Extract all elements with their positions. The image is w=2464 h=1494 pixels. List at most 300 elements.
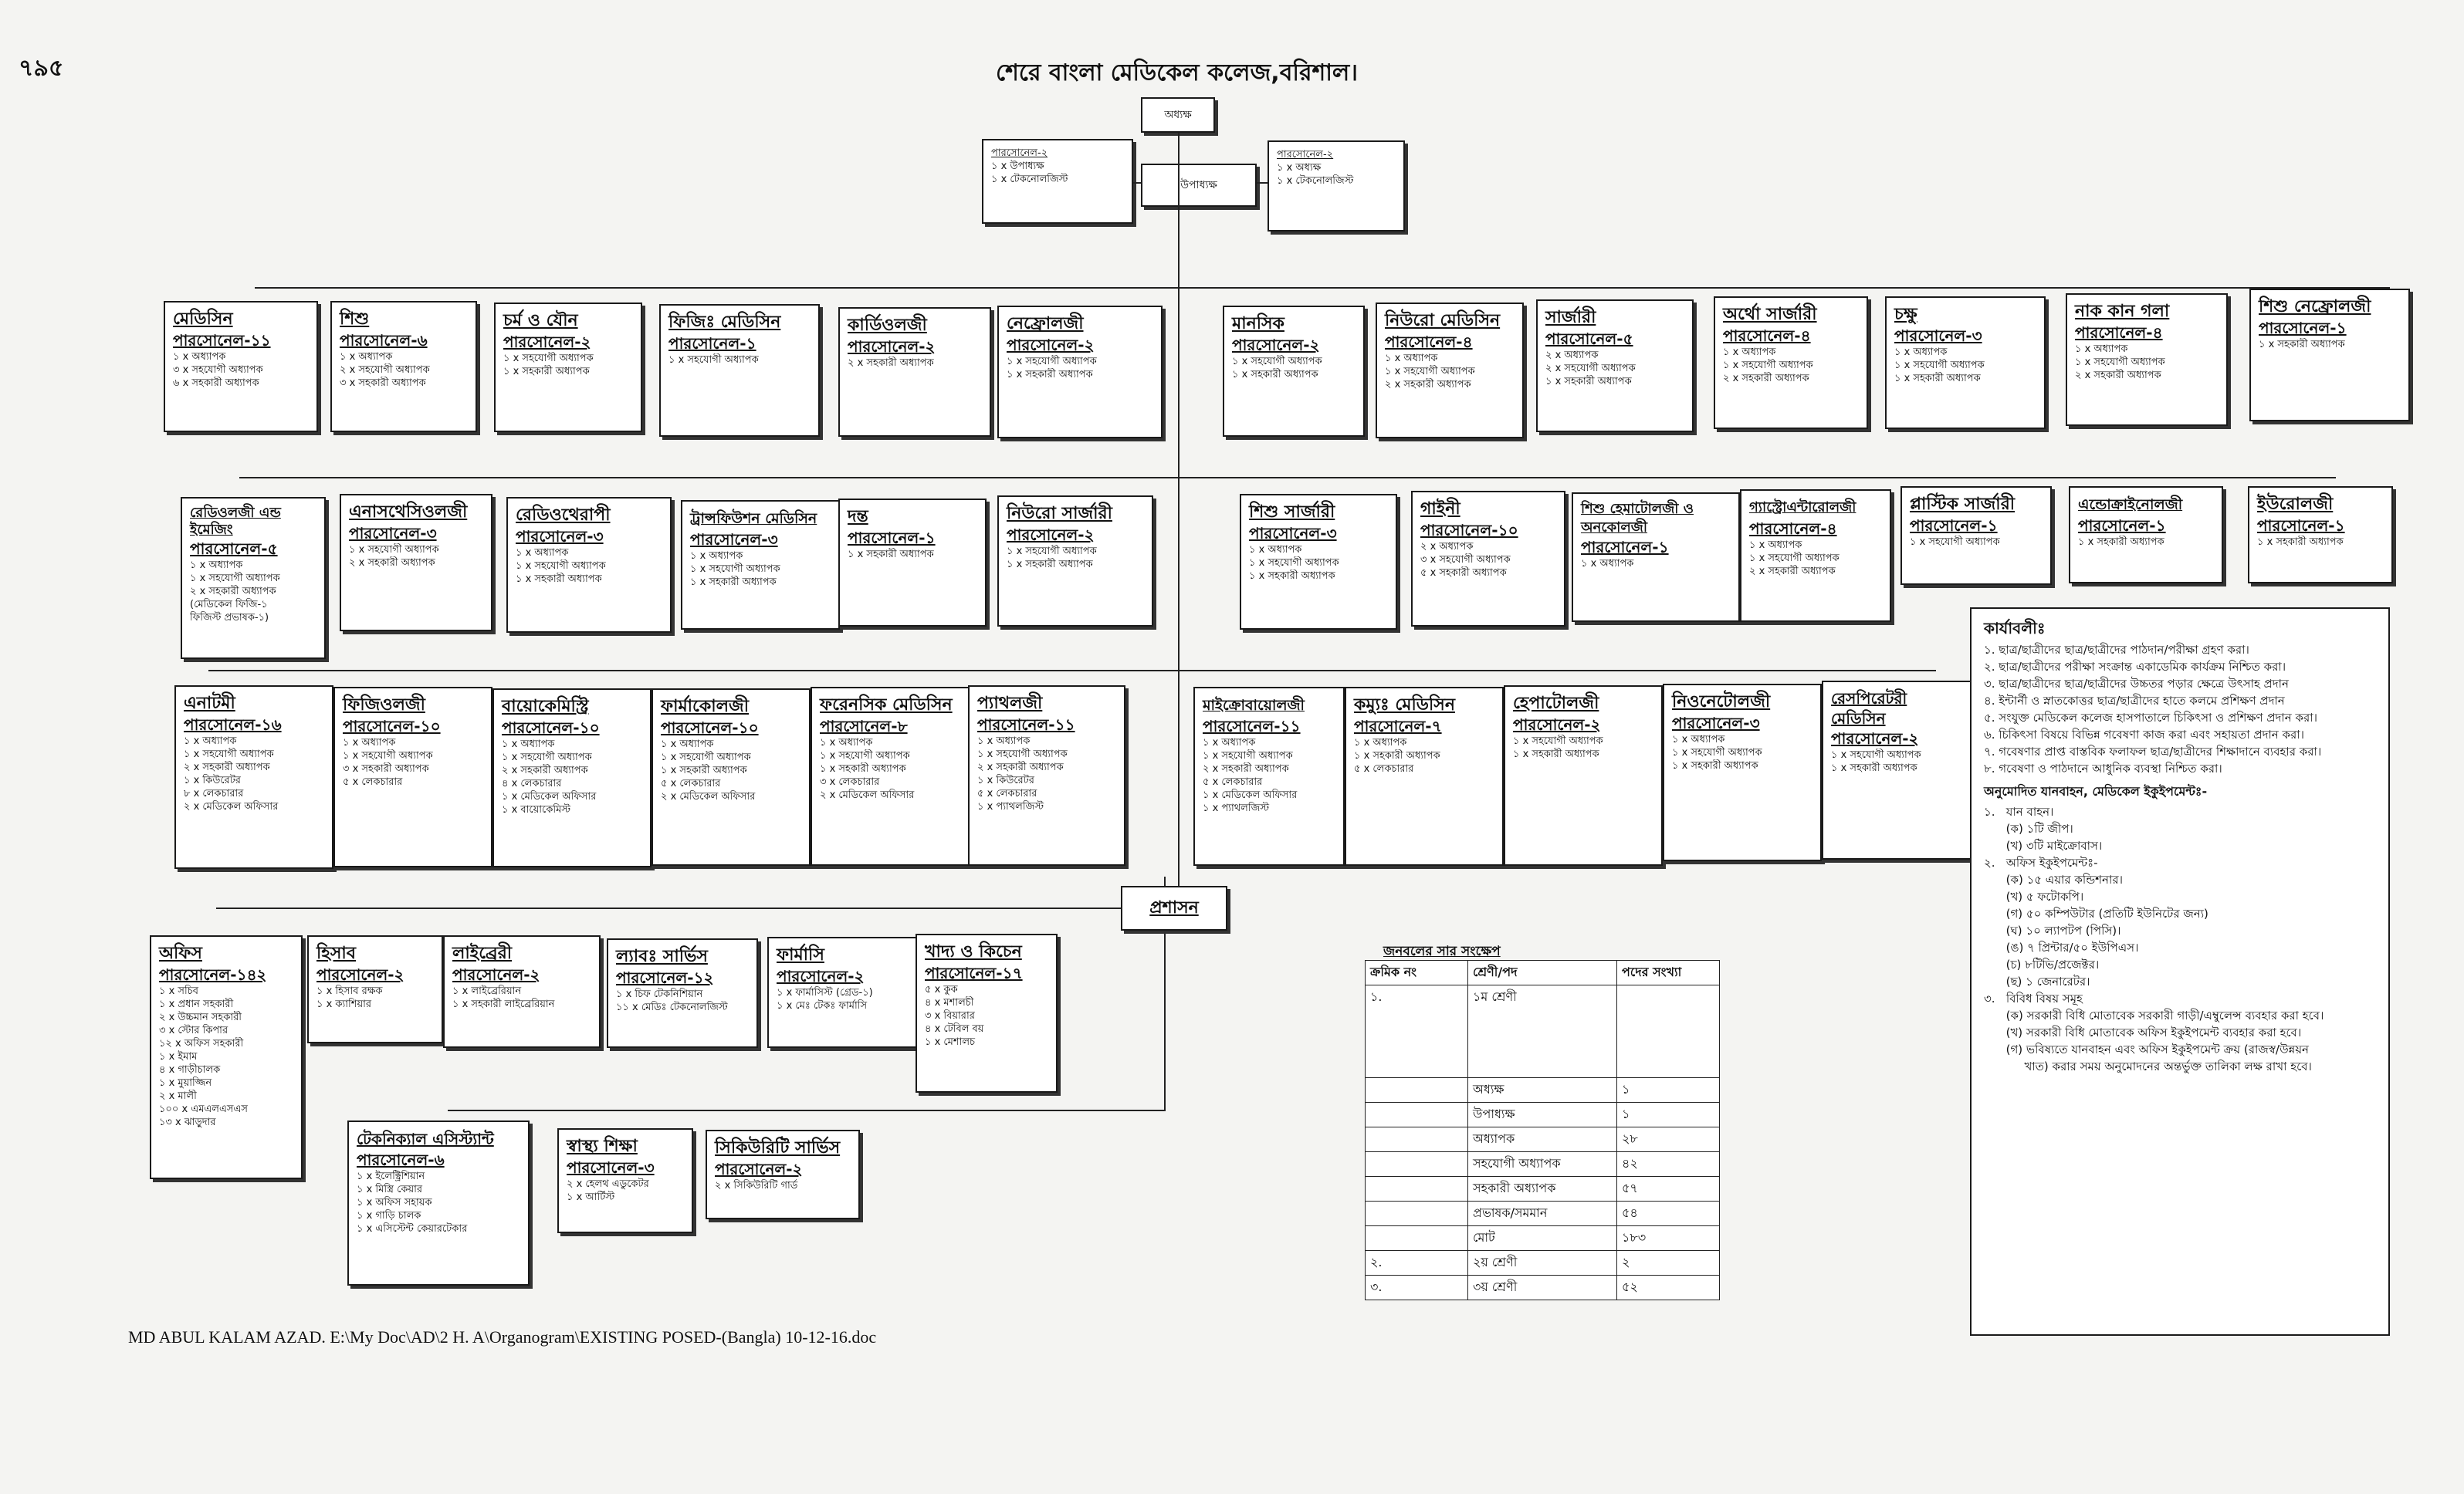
staff-line: ২ x অধ্যাপক — [1420, 541, 1474, 553]
dept-name: এনাসথেসিওলজী — [349, 502, 468, 522]
table-cell: উপাধ্যক্ষ — [1468, 1103, 1617, 1127]
staff-line: ২ x সহকারী অধ্যাপক — [502, 765, 588, 776]
staff-line: ২ x উচ্চমান সহকারী — [159, 1012, 242, 1023]
staff-line: ১ x মিস্ত্রি কেয়ার — [357, 1184, 423, 1195]
dept-personnel: পারসোনেল-৩ — [1249, 524, 1337, 543]
staff-line: ১ x প্যাথলজিস্ট — [977, 801, 1044, 813]
function-item: ৪. ইন্টার্নী ও স্নাতকোত্তর ছাত্র/ছাত্রীদের হাতে কলমে প্রশিক্ষণ প্রদান — [1984, 694, 2285, 708]
personnel-line: ১ x টেকনোলজিস্ট — [1277, 175, 1354, 187]
dept-personnel: পারসোনেল-১০ — [661, 718, 759, 737]
dept-name: সার্জারী — [1545, 308, 1596, 327]
dept-name: ল্যাবঃ সার্ভিস — [616, 947, 708, 966]
table-cell: ৫৭ — [1617, 1177, 1720, 1202]
staff-line: ১ x সহকারী অধ্যাপক — [1672, 760, 1758, 772]
table-cell — [1617, 985, 1720, 1078]
dept-box — [838, 499, 987, 627]
admin-dept-box — [347, 1120, 530, 1286]
staff-line: ৩ x সহযোগী অধ্যাপক — [1420, 554, 1511, 566]
staff-line: ১ x গাড়ি চালক — [357, 1210, 421, 1222]
staff-line: ৪ x মশালচী — [925, 997, 974, 1009]
staff-line: ১ x সহযোগী অধ্যাপক — [1203, 750, 1293, 762]
dept-name: গ্যাস্ট্রোএন্টারোলজী — [1749, 499, 1856, 515]
staff-line: ৪ x লেকচারার — [502, 778, 562, 789]
dept-name: সিকিউরিটি সার্ভিস — [715, 1138, 841, 1158]
staff-line: ১ x অধ্যাপক — [1672, 734, 1725, 745]
equipment-item: ৩. বিবিধ বিষয় সমূহ — [1984, 992, 2083, 1006]
dept-box — [652, 688, 811, 866]
dept-name: নাক কান গলা — [2075, 302, 2170, 321]
dept-personnel: পারসোনেল-১২ — [616, 968, 714, 987]
footer-file-path: MD ABUL KALAM AZAD. E:\My Doc\AD\2 H. A\Organogram\EXISTING POSED-(Bangla) 10-12-16.doc — [128, 1327, 877, 1347]
staff-line: ১ x সহযোগী অধ্যাপক — [190, 573, 280, 584]
dept-name: গাইনী — [1420, 499, 1460, 519]
dept-personnel: পারসোনেল-১ — [2078, 516, 2166, 535]
staff-line: ১ x ইমাম — [159, 1051, 198, 1063]
staff-line: ১ x সহযোগী অধ্যাপক — [1672, 747, 1762, 759]
staff-line: ১ x মেডিকেল অফিসার — [1203, 789, 1298, 801]
table-row — [1366, 985, 1720, 1078]
staff-line: ২ x সিকিউরিটি গার্ড — [715, 1180, 798, 1191]
function-item: ১. ছাত্র/ছাত্রীদের ছাত্র/ছাত্রীদের পাঠদান/পরীক্ষা গ্রহণ করা। — [1984, 643, 2249, 657]
dept-name: মেডিসিন — [173, 309, 233, 329]
table-row — [1366, 1127, 1720, 1152]
equipment-item: (খ) ৫ ফটোকপি। — [1984, 890, 2084, 904]
dept-personnel: পারসোনেল-২ — [777, 967, 865, 985]
staff-line: ২ x মেডিকেল অফিসার — [820, 789, 915, 801]
staff-line: ১ x সহযোগী অধ্যাপক — [1513, 735, 1603, 747]
handwritten-mark: ৭৯৫ — [19, 55, 64, 82]
column-header: শ্রেণী/পদ — [1468, 961, 1617, 985]
summary-table — [1365, 960, 1720, 1300]
admin-dept-box — [150, 935, 303, 1179]
dept-personnel: পারসোনেল-১ — [1910, 516, 1998, 535]
function-item: ৩. ছাত্র/ছাত্রীদের ছাত্র/ছাত্রীদের উচ্চতর পড়ার ক্ষেত্রে উৎসাহ প্রদান — [1984, 677, 2289, 691]
staff-line: ১ x অধ্যাপক — [977, 735, 1031, 747]
staff-line: ১ x সহকারী অধ্যাপক — [1249, 570, 1335, 582]
staff-line: ২ x সহকারী অধ্যাপক — [190, 586, 276, 597]
staff-line: ১ x সহযোগী অধ্যাপক — [1894, 360, 1985, 371]
staff-line: ১ x মুয়াজ্জিন — [159, 1077, 212, 1089]
staff-line: ৩ x সহকারী অধ্যাপক — [343, 763, 429, 775]
table-cell: মোট — [1468, 1226, 1617, 1251]
staff-line: ১ x মেশালচ — [925, 1036, 976, 1048]
staff-line: ১ x অধ্যাপক — [1749, 539, 1802, 551]
equipment-item: (খ) ৩টি মাইক্রোবাস। — [1984, 839, 2103, 853]
dept-personnel: পারসোনেল-১ — [1581, 538, 1669, 556]
function-item: ৮. গবেষণা ও পাঠদানে আধুনিক ব্যবস্থা নিশ্চিত করা। — [1984, 762, 2222, 776]
table-cell: ১ম শ্রেণী — [1468, 985, 1617, 1078]
dept-personnel: পারসোনেল-১ — [848, 529, 936, 547]
dept-personnel: পারসোনেল-১০ — [1420, 521, 1518, 539]
dept-box — [1345, 687, 1504, 866]
equipment-item: (খ) সরকারী বিধি মোতাবেক অফিস ইকুইপমেন্ট ব্যবহার করা হবে। — [1984, 1026, 2302, 1039]
dept-box — [968, 685, 1125, 866]
staff-line: ১ x সহযোগী অধ্যাপক — [1007, 546, 1097, 557]
dept-personnel: পারসোনেল-৩ — [690, 530, 778, 549]
table-cell: ৩য় শ্রেণী — [1468, 1276, 1617, 1300]
functions-panel — [1970, 607, 2390, 1336]
table-cell: ২. — [1366, 1251, 1468, 1276]
staff-line: ১ x সহকারী অধ্যাপক — [1007, 369, 1093, 380]
staff-line: ১ x মেঃ টেকঃ ফার্মাসি — [777, 1000, 868, 1012]
admin-dept-box — [767, 937, 920, 1048]
staff-line: ১১ x মেডিঃ টেকনোলজিস্ট — [616, 1002, 728, 1013]
staff-line: ১ x ফার্মাসিস্ট (গ্রেড-১) — [777, 987, 873, 999]
dept-name: শিশু নেফ্রোলজী — [2259, 297, 2371, 316]
dept-personnel: পারসোনেল-৪ — [1749, 519, 1837, 538]
dept-personnel: পারসোনেল-২ — [715, 1160, 803, 1178]
personnel-line: পারসোনেল-২ — [1277, 149, 1334, 161]
equipment-item: (ঙ) ৭ প্রিন্টার/৫০ ইউপিএস। — [1984, 941, 2139, 955]
staff-line: ২ x সহকারী অধ্যাপক — [1385, 379, 1471, 390]
staff-line: ১ x সহযোগী অধ্যাপক — [502, 752, 592, 763]
dept-name: মানসিক — [1232, 314, 1284, 333]
dept-personnel: পারসোনেল-২ — [1232, 336, 1320, 354]
staff-line: ২ x সহকারী অধ্যাপক — [977, 762, 1064, 773]
staff-line: ২ x সহকারী অধ্যাপক — [1723, 373, 1809, 384]
table-row — [1366, 1276, 1720, 1300]
staff-line: ১ x অধ্যাপক — [661, 739, 714, 750]
admin-dept-box — [607, 938, 758, 1048]
dept-box — [1663, 684, 1822, 861]
table-cell: সহকারী অধ্যাপক — [1468, 1177, 1617, 1202]
personnel-line: পারসোনেল-২ — [991, 147, 1048, 159]
dept-name: ফিজিঃ মেডিসিন — [668, 313, 781, 332]
equipment-item: (গ) ৫০ কম্পিউটার (প্রতিটি ইউনিটের জন্য) — [1984, 907, 2208, 921]
table-cell: ২ — [1617, 1251, 1720, 1276]
equipment-item: (চ) ৮টিভি/প্রজেক্টর। — [1984, 958, 2100, 972]
dept-name: কম্যুঃ মেডিসিন — [1354, 695, 1455, 715]
staff-line: ১০০ x এমএলএসএস — [159, 1104, 248, 1115]
table-cell: ১ — [1617, 1103, 1720, 1127]
staff-line: ১ x সহকারী অধ্যাপক — [516, 573, 602, 585]
staff-line: ৫ x লেকচারার — [977, 788, 1037, 799]
staff-line: ১ x অধ্যাপক — [516, 547, 569, 559]
dept-personnel: পারসোনেল-৩ — [516, 527, 604, 546]
staff-line: ১ x সহযোগী অধ্যাপক — [977, 749, 1068, 760]
staff-line: ১ x সহকারী অধ্যাপক — [848, 549, 934, 560]
dept-box — [1411, 491, 1565, 627]
staff-line: ১ x সহকারী অধ্যাপক — [1545, 376, 1632, 387]
staff-line: ১ x সহকারী অধ্যাপক — [1007, 559, 1093, 570]
dept-box — [340, 494, 492, 631]
dept-box — [2248, 486, 2393, 583]
staff-line: ৪ x টেবিল বয় — [925, 1023, 984, 1035]
dept-personnel: পারসোনেল-১ — [2259, 319, 2347, 337]
staff-line: ২ x মেডিকেল অফিসার — [661, 791, 756, 803]
dept-box — [1822, 681, 1973, 860]
staff-line: ১ x কিউরেটর — [977, 775, 1034, 786]
dept-personnel: পারসোনেল-২ — [1007, 336, 1095, 354]
staff-line: ১ x অধ্যাপক — [184, 735, 237, 747]
staff-line: ১ x সহকারী অধ্যাপক — [1831, 762, 1917, 774]
table-row — [1366, 1177, 1720, 1202]
staff-line: ১ x অধ্যাপক — [340, 351, 393, 363]
staff-line: ২ x হেলথ এডুকেটর — [567, 1178, 649, 1190]
equipment-item: (ক) সরকারী বিধি মোতাবেক সরকারী গাড়ী/এম্বুলেন্স ব্যবহার করা হবে। — [1984, 1009, 2324, 1022]
staff-line: ১৩ x ঝাড়ুদার — [159, 1117, 216, 1128]
table-cell — [1366, 1177, 1468, 1202]
dept-name: হিসাব — [316, 944, 357, 963]
staff-line: ১ x সহযোগী অধ্যাপক — [184, 749, 274, 760]
staff-line: ১ x সহযোগী অধ্যাপক — [1749, 553, 1840, 564]
dept-personnel: পারসোনেল-১৭ — [925, 964, 1023, 982]
staff-line: ২ x সহকারী অধ্যাপক — [184, 762, 270, 773]
dept-name: অর্থো সার্জারী — [1723, 305, 1817, 324]
dept-name: শিশু হেমাটোলজী ও অনকোলজী — [1581, 501, 1694, 536]
page-title: শেরে বাংলা মেডিকেল কলেজ,বরিশাল। — [996, 59, 1359, 86]
staff-line: ১ x অধ্যাপক — [1203, 737, 1256, 749]
dept-name: লাইব্রেরী — [452, 944, 513, 963]
dept-box — [997, 495, 1153, 627]
table-cell: ১৮৩ — [1617, 1226, 1720, 1251]
table-row — [1366, 1078, 1720, 1103]
dept-name: দন্ত — [848, 507, 868, 526]
dept-box — [1376, 303, 1524, 438]
dept-personnel: পারসোনেল-৫ — [190, 539, 278, 558]
staff-line: ১ x সহযোগী অধ্যাপক — [1831, 749, 1921, 761]
staff-line: ১ x অধ্যাপক — [1385, 353, 1438, 364]
dept-name: শিশু — [340, 309, 370, 329]
dept-name: ইউরোলজী — [2257, 495, 2334, 514]
dept-box — [1193, 687, 1345, 866]
dept-box — [164, 301, 318, 432]
staff-line: ১ x এসিস্টেন্ট কেয়ারটেকার — [357, 1223, 468, 1235]
personnel-line: ১ x টেকনোলজিস্ট — [991, 174, 1068, 185]
dept-name: শিশু সার্জারী — [1249, 502, 1335, 522]
staff-line: ২ x সহকারী অধ্যাপক — [2075, 370, 2161, 381]
staff-line: ২ x সহকারী অধ্যাপক — [1749, 566, 1836, 577]
table-row — [1366, 1226, 1720, 1251]
vice-principal-label: উপাধ্যক্ষ — [1180, 179, 1217, 191]
staff-line: ১২ x অফিস সহকারী — [159, 1038, 244, 1050]
staff-line: ১ x অধ্যাপক — [1894, 346, 1948, 358]
dept-box — [1740, 489, 1891, 622]
staff-line: ১ x অধ্যাপক — [690, 550, 743, 562]
dept-personnel: পারসোনেল-১১ — [173, 331, 271, 350]
admin-label-box — [1121, 886, 1227, 931]
staff-line: ১ x বায়োকেমিস্ট — [502, 804, 571, 816]
dept-personnel: পারসোনেল-৪ — [1723, 326, 1811, 345]
dept-box — [1572, 492, 1740, 622]
dept-name: বায়োকেমিস্ট্রি — [502, 697, 589, 716]
staff-line: ২ x সহকারী অধ্যাপক — [1203, 763, 1289, 775]
table-row — [1366, 1202, 1720, 1226]
dept-box — [997, 306, 1163, 438]
staff-line: ১ x অধ্যাপক — [820, 737, 873, 749]
dept-name: কার্ডিওলজী — [848, 316, 927, 335]
staff-line: ১ x অধ্যাপক — [1354, 737, 1407, 749]
staff-line: ৩ x লেকচারার — [820, 776, 880, 788]
dept-personnel: পারসোনেল-২ — [848, 337, 936, 356]
staff-line: ৬ x সহকারী অধ্যাপক — [173, 377, 259, 389]
dept-box — [1504, 685, 1663, 866]
dept-box — [492, 688, 652, 867]
dept-personnel: পারসোনেল-৫ — [1545, 330, 1633, 348]
table-header-row — [1366, 961, 1720, 985]
dept-personnel: পারসোনেল-২ — [452, 965, 540, 984]
table-cell: ২য় শ্রেণী — [1468, 1251, 1617, 1276]
table-cell: ২৮ — [1617, 1127, 1720, 1152]
staff-line: ২ x মালী — [159, 1090, 197, 1102]
equipment-item: (ক) ১৫ এয়ার কন্ডিশনার। — [1984, 873, 2123, 887]
staff-line: ১ x সহযোগী অধ্যাপক — [1007, 356, 1097, 367]
table-cell: ৫২ — [1617, 1276, 1720, 1300]
table-row — [1366, 1103, 1720, 1127]
dept-name: নেফ্রোলজী — [1007, 314, 1084, 333]
column-header: পদের সংখ্যা — [1617, 961, 1720, 985]
equipment-heading: অনুমোদিত যানবাহন, মেডিকেল ইকুইপমেন্টঃ- — [1984, 784, 2208, 799]
table-cell: অধ্যাপক — [1468, 1127, 1617, 1152]
dept-box — [1885, 296, 2046, 429]
dept-personnel: পারসোনেল-২ — [1831, 729, 1919, 748]
staff-line: ১ x হিসাব রক্ষক — [316, 985, 383, 997]
principal-box — [1141, 97, 1215, 133]
dept-name: টেকনিক্যাল এসিস্ট্যান্ট — [357, 1130, 494, 1148]
dept-personnel: পারসোনেল-২ — [1007, 526, 1095, 544]
admin-dept-box — [443, 935, 601, 1048]
staff-line: ২ x সহযোগী অধ্যাপক — [340, 364, 430, 376]
staff-line: ফিজিস্ট প্রভাষক-১) — [190, 612, 269, 624]
dept-box — [174, 685, 333, 869]
dept-personnel: পারসোনেল-৩ — [1672, 714, 1760, 732]
staff-line: ১ x সহযোগী অধ্যাপক — [661, 752, 751, 763]
dept-box — [1714, 296, 1868, 429]
table-cell: সহযোগী অধ্যাপক — [1468, 1152, 1617, 1177]
equipment-item: (ছ) ১ জেনারেটর। — [1984, 975, 2090, 989]
dept-name: মাইক্রোবায়োলজী — [1203, 697, 1305, 714]
staff-line: ১ x প্যাথলজিস্ট — [1203, 803, 1270, 814]
table-row — [1366, 1152, 1720, 1177]
staff-line: ১ x অধ্যাপক — [173, 351, 226, 363]
staff-line: ১ x সহযোগী অধ্যাপক — [1385, 366, 1475, 377]
staff-line: ১ x সহকারী অধ্যাপক — [2259, 339, 2345, 350]
dept-box — [659, 304, 820, 437]
dept-personnel: পারসোনেল-২ — [316, 965, 404, 984]
staff-line: ৩ x স্টোর কিপার — [159, 1025, 228, 1036]
dept-name: ফার্মাকোলজী — [661, 697, 750, 716]
dept-personnel: পারসোনেল-১১ — [1203, 717, 1301, 735]
dept-name: স্বাস্থ্য শিক্ষা — [567, 1137, 638, 1156]
dept-name: ট্রান্সফিউশন মেডিসিন — [690, 510, 817, 527]
personnel-line: ১ x অধ্যক্ষ — [1277, 162, 1322, 174]
staff-line: ৫ x লেকচারার — [661, 778, 721, 789]
dept-box — [2066, 293, 2228, 426]
staff-line: ১ x সহকারী অধ্যাপক — [1354, 750, 1440, 762]
staff-line: ১ x ক্যাশিয়ার — [316, 999, 372, 1010]
equipment-item: (গ) ভবিষ্যতে যানবাহন এবং অফিস ইকুইপমেন্ট ক্রয় (রাজস্ব/উন্নয়ন — [1984, 1043, 2309, 1056]
staff-line: ২ x অধ্যাপক — [1545, 350, 1599, 361]
admin-dept-box — [706, 1130, 860, 1219]
staff-line: ১ x সহযোগী অধ্যাপক — [820, 750, 910, 762]
staff-line: ১ x সহযোগী অধ্যাপক — [1232, 356, 1322, 367]
staff-line: ১ x সহকারী অধ্যাপক — [503, 366, 590, 377]
dept-box — [1223, 306, 1365, 437]
table-cell: ১ — [1617, 1078, 1720, 1103]
staff-line: ১ x অধ্যাপক — [1723, 346, 1776, 358]
dept-box — [494, 303, 642, 432]
admin-dept-box — [307, 935, 443, 1043]
dept-name: রেডিওলজী এন্ড ইমেজিং — [190, 505, 281, 538]
staff-line: ১ x সহযোগী অধ্যাপক — [1723, 360, 1813, 371]
admin-label: প্রশাসন — [1149, 898, 1199, 918]
dept-name: রেডিওথেরাপী — [516, 505, 611, 525]
dept-box — [1900, 486, 2052, 585]
staff-line: ১ x সহযোগী অধ্যাপক — [2075, 357, 2165, 368]
table-cell: ৩. — [1366, 1276, 1468, 1300]
staff-line: ৫ x লেকচারার — [1354, 763, 1414, 775]
table-cell: ৪২ — [1617, 1152, 1720, 1177]
staff-line: ১ x সহকারী অধ্যাপক — [1232, 369, 1318, 380]
dept-box — [2249, 289, 2410, 421]
admin-dept-box — [557, 1128, 693, 1233]
dept-box — [2069, 486, 2223, 583]
dept-personnel: পারসোনেল-১১ — [977, 715, 1075, 734]
dept-name: নিওনেটোলজী — [1672, 692, 1771, 712]
admin-dept-box — [916, 934, 1058, 1093]
summary-title: জনবলের সার সংক্ষেপ — [1383, 944, 1501, 959]
staff-line: ১ x অধ্যাপক — [1581, 558, 1634, 570]
dept-personnel: পারসোনেল-৩ — [349, 524, 437, 543]
table-cell — [1366, 1202, 1468, 1226]
staff-line: ১ x সহযোগী অধ্যাপক — [503, 353, 594, 364]
dept-personnel: পারসোনেল-১ — [2257, 516, 2345, 535]
staff-line: ১ x সহকারী অধ্যাপক — [1894, 373, 1981, 384]
dept-box — [681, 500, 840, 630]
function-item: ২. ছাত্র/ছাত্রীদের পরীক্ষা সংক্রান্ত একাডেমিক কার্যক্রম নিশ্চিত করা। — [1984, 660, 2286, 674]
dept-personnel: পারসোনেল-১৬ — [184, 715, 282, 734]
staff-line: ১ x সহকারী অধ্যাপক — [820, 763, 906, 775]
table-cell — [1366, 1103, 1468, 1127]
dept-name: অফিস — [159, 944, 202, 963]
staff-line: ১ x ইলেক্ট্রিশিয়ান — [357, 1171, 425, 1182]
staff-line: ১ x আর্টিস্ট — [567, 1191, 615, 1203]
dept-personnel: পারসোনেল-৪ — [2075, 323, 2163, 342]
dept-personnel: পারসোনেল-১০ — [502, 718, 600, 737]
staff-line: ৪ x গাড়ীচালক — [159, 1064, 221, 1076]
dept-personnel: পারসোনেল-১ — [668, 334, 756, 353]
staff-line: ১ x অধ্যাপক — [343, 737, 396, 749]
vice-principal-box — [1141, 164, 1257, 207]
staff-line: ১ x সহকারী অধ্যাপক — [1513, 749, 1599, 760]
table-cell: ১. — [1366, 985, 1468, 1078]
staff-line: ৩ x সহকারী অধ্যাপক — [340, 377, 426, 389]
table-cell: ৫৪ — [1617, 1202, 1720, 1226]
dept-box — [1240, 494, 1397, 630]
dept-box — [811, 687, 970, 866]
top-right-personnel-box — [1268, 140, 1405, 232]
table-cell: অধ্যক্ষ — [1468, 1078, 1617, 1103]
staff-line: ৫ x কুক — [925, 984, 958, 995]
dept-personnel: পারসোনেল-৬ — [340, 331, 428, 350]
equipment-item: খাত) করার সময় অনুমোদনের অন্তর্ভুক্ত তালিকা লক্ষ রাখা হবে। — [1984, 1060, 2312, 1073]
staff-line: ২ x সহকারী অধ্যাপক — [349, 557, 435, 569]
staff-line: ২ x মেডিকেল অফিসার — [184, 801, 279, 813]
staff-line: ১ x কিউরেটর — [184, 775, 241, 786]
dept-name: ফরেনসিক মেডিসিন — [820, 695, 953, 715]
dept-name: ফিজিওলজী — [343, 695, 425, 715]
dept-name: চর্ম ও যৌন — [503, 311, 578, 330]
dept-name: রেসপিরেটরী মেডিসিন — [1831, 689, 1907, 728]
staff-line: ১ x চিফ টেকনিশিয়ান — [616, 989, 703, 1000]
staff-line: ১ x লাইব্রেরিয়ান — [452, 985, 522, 997]
table-cell — [1366, 1127, 1468, 1152]
staff-line: ১ x সহকারী অধ্যাপক — [661, 765, 747, 776]
staff-line: ১ x সহযোগী অধ্যাপক — [343, 750, 433, 762]
staff-line: ২ x সহযোগী অধ্যাপক — [1545, 363, 1636, 374]
staff-line: ৫ x সহকারী অধ্যাপক — [1420, 567, 1507, 579]
dept-personnel: পারসোনেল-২ — [503, 333, 591, 351]
